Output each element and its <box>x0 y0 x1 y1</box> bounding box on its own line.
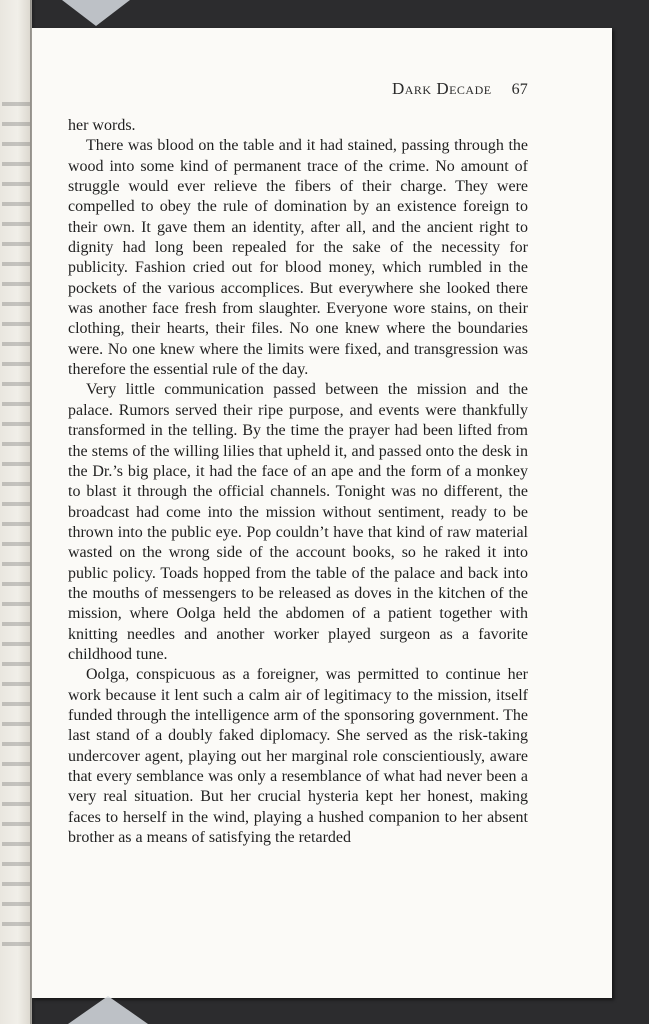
paragraph-2: There was blood on the table and it had stained, passing through the wood into some kind of permanent trace of the crime. No amount of struggle would ever relieve the fibers of their charge. They were compelled to obey the rule of domination by an existence foreign to their own. It gave them an identity, after all, and the ancient right to dignity had long been repealed for the sake of the necessity for publicity. Fashion cried out for blood money, which rumbled in the pockets of the various accomplices. But everywhere she looked there was another face fresh from slaughter. Everyone wore stains, on their clothing, their hearts, their files. No one knew where the boundaries were. No one knew where the limits were fixed, and transgression was therefore the essential rule of the day. <box>68 137 528 379</box>
page-clip-top <box>62 0 130 26</box>
running-head <box>32 79 528 99</box>
page-clip-bottom <box>68 996 148 1024</box>
body-text <box>68 116 528 848</box>
paragraph-3: Very little communication passed between the mission and the palace. Rumors served their ripe purpose, and events were thankfully transformed in the telling. By the time the prayer had been lifted from the stems of the willing lilies that upheld it, and passed onto the desk in the Dr.’s big place, it had the face of an ape and the form of a monkey to blast it through the official channels. Tonight was no different, the broadcast had come into the mission without sentiment, ready to be thrown into the public eye. Pop couldn’t have that kind of raw material wasted on the wrong side of the account books, so he raked it into public policy. Toads hopped from the table of the palace and back into the mouths of messengers to be released as doves in the kitchen of the mission, where Oolga held the abdomen of a patient together with knitting needles and another worker played surgeon as a favorite childhood tune. <box>68 381 528 663</box>
facing-page-text-bleed <box>2 90 30 950</box>
book-page <box>32 28 612 998</box>
running-head-title: Dark Decade <box>391 79 492 98</box>
paragraph-4: Oolga, conspicuous as a foreigner, was permitted to continue her work because it lent such a calm air of legitimacy to the mission, itself funded through the intelligence arm of the sponsoring government. The last stand of a doubly faked diplomacy. She served as the risk-taking undercover agent, playing out her marginal role conscientiously, aware that every semblance was only a resemblance of what had never been a very real situation. But her crucial hysteria kept her honest, making faces to herself in the wind, playing a hushed companion to her absent brother as a means of satisfying the retarded <box>68 666 528 847</box>
page-number: 67 <box>511 81 528 98</box>
paragraph-1: her words. <box>68 117 136 134</box>
facing-page-edge <box>0 0 32 1024</box>
